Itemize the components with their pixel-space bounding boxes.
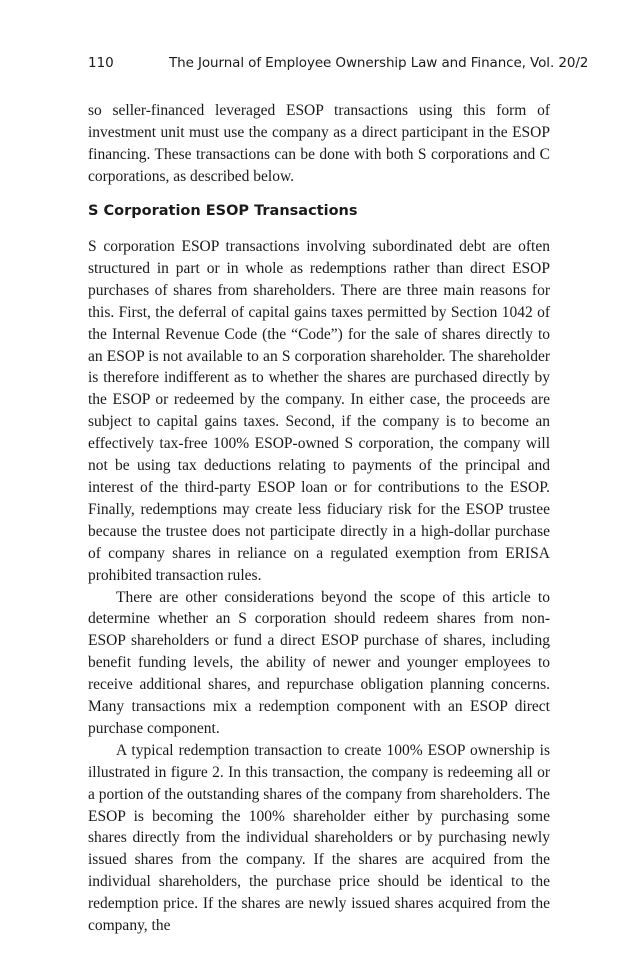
intro-paragraph: so seller-financed leveraged ESOP transactions using this form of investment unit must use the company as a direct participant in the ESOP financing. These transactions can be done with both S corporations and C corporations, as described below. <box>88 102 550 185</box>
paragraph-1: S corporation ESOP transactions involving subordinated debt are often structured in part or in whole as redemptions rather than direct ESOP purchases of shares from shareholders. There are three main reasons for this. First, the deferral of capital gains taxes permitted by Section 1042 of the Internal Revenue Code (the “Code”) for the sale of shares directly to an ESOP is not available to an S corporation shareholder. The shareholder is therefore indifferent as to whether the shares are purchased directly by the ESOP or redeemed by the company. In either case, the proceeds are subject to capital gains taxes. Second, if the company is to become an effectively tax-free 100% ESOP-owned S corporation, the company will not be using tax deductions relating to payments of the principal and interest of the third-party ESOP loan or for contributions to the ESOP. Finally, redemptions may create less fiduciary risk for the ESOP trustee because the trustee does not participate directly in a high-dollar purchase of company shares in reliance on a regulated exemption from ERISA prohibited transaction rules. <box>88 238 550 584</box>
paragraph-2: There are other considerations beyond the scope of this article to determine whether an S corporation should redeem shares from non-ESOP shareholders or fund a direct ESOP purchase of shares, including benefit funding levels, the ability of newer and younger employees to receive additional shares, and repurchase obligation planning concerns. Many transactions mix a redemption component with an ESOP direct purchase component. <box>88 588 550 737</box>
intro-text-block <box>88 100 550 188</box>
journal-title: The Journal of Employee Ownership Law and Finance, Vol. 20/2 <box>169 55 589 71</box>
page-number: 110 <box>88 55 114 71</box>
section-body <box>88 236 550 937</box>
running-header <box>88 55 589 75</box>
paragraph-3: A typical redemption transaction to create 100% ESOP ownership is illustrated in figure 2. In this transaction, the company is redeeming all or a portion of the outstanding shares of the company from shareholders. The ESOP is becoming the 100% shareholder either by purchasing some shares directly from the individual shareholders or by purchasing newly issued shares from the company. If the shares are acquired from the individual shareholders, the purchase price should be identical to the redemption price. If the shares are newly issued shares acquired from the company, the <box>88 741 551 935</box>
section-heading: S Corporation ESOP Transactions <box>88 203 358 219</box>
